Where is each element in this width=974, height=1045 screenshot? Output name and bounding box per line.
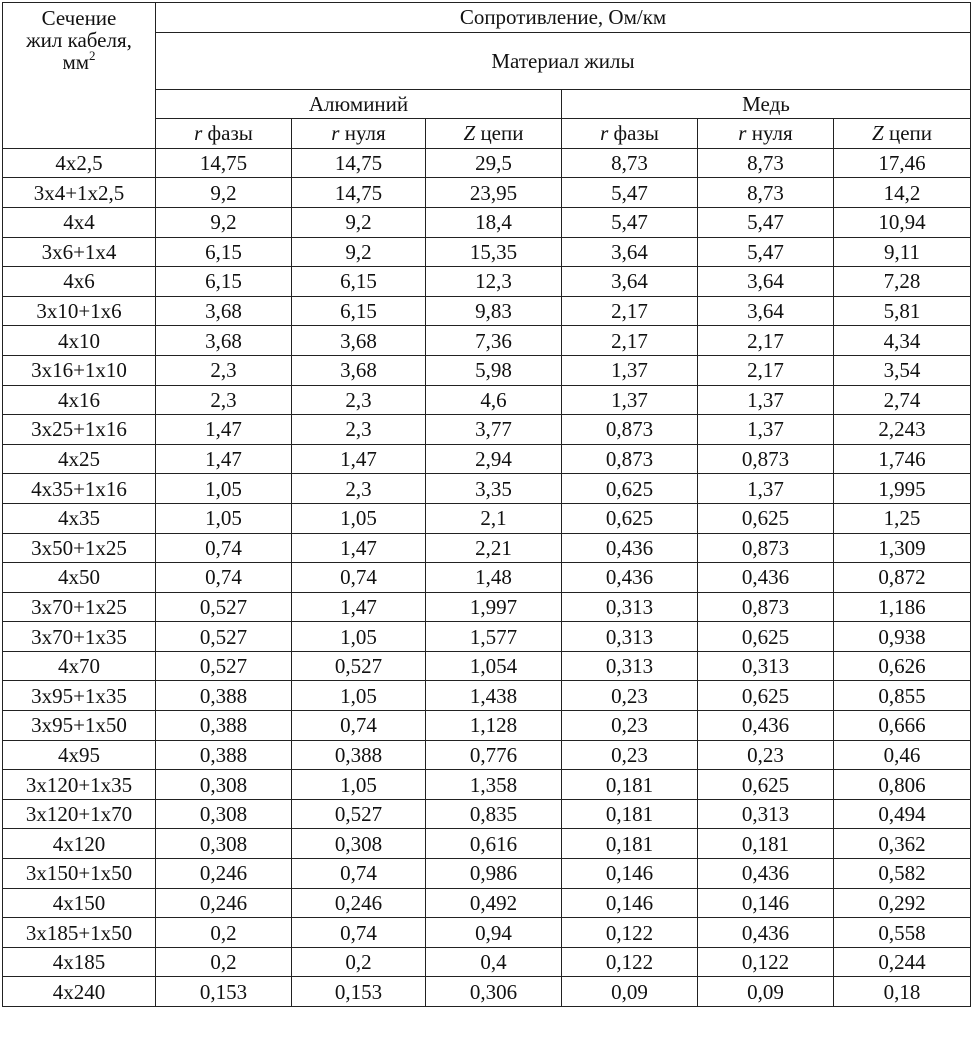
cell-al-z-circuit: 2,21	[426, 533, 562, 563]
section-header	[3, 3, 156, 149]
cell-cu-z-circuit: 9,11	[834, 237, 971, 267]
aluminum-header: Алюминий	[156, 89, 562, 119]
cell-cu-r-neutral: 0,146	[698, 888, 834, 918]
cell-cable-section: 4х25	[3, 444, 156, 474]
table-row	[3, 829, 971, 859]
cell-cu-r-phase: 0,122	[562, 947, 698, 977]
cell-al-z-circuit: 12,3	[426, 267, 562, 297]
cell-cable-section: 4х35+1х16	[3, 474, 156, 504]
cell-al-r-neutral: 9,2	[292, 237, 426, 267]
cell-al-z-circuit: 15,35	[426, 237, 562, 267]
cell-cu-r-neutral: 0,873	[698, 444, 834, 474]
cell-cu-r-phase: 3,64	[562, 267, 698, 297]
table-row	[3, 533, 971, 563]
cell-cable-section: 4х50	[3, 563, 156, 593]
cell-cu-r-phase: 0,313	[562, 592, 698, 622]
col-header-label: цепи	[883, 121, 932, 146]
cell-al-z-circuit: 0,616	[426, 829, 562, 859]
cell-cu-r-phase: 0,436	[562, 563, 698, 593]
cell-cu-z-circuit: 1,746	[834, 444, 971, 474]
cell-al-r-neutral: 0,527	[292, 799, 426, 829]
table-row	[3, 622, 971, 652]
cell-al-z-circuit: 2,1	[426, 503, 562, 533]
table-row	[3, 563, 971, 593]
table-row	[3, 651, 971, 681]
col-header-al-r-neutral	[292, 119, 426, 149]
col-header-symbol: r	[600, 121, 609, 146]
cell-al-r-phase: 0,388	[156, 740, 292, 770]
cell-cable-section: 3х4+1х2,5	[3, 178, 156, 208]
cell-cu-z-circuit: 0,46	[834, 740, 971, 770]
cell-cu-r-neutral: 2,17	[698, 326, 834, 356]
cell-al-r-neutral: 0,246	[292, 888, 426, 918]
cell-al-r-neutral: 9,2	[292, 207, 426, 237]
cell-al-r-phase: 0,308	[156, 829, 292, 859]
table-row	[3, 237, 971, 267]
table-row	[3, 148, 971, 178]
cell-cu-r-neutral: 0,625	[698, 681, 834, 711]
cell-cu-z-circuit: 1,186	[834, 592, 971, 622]
cell-cable-section: 4х4	[3, 207, 156, 237]
col-header-symbol: r	[194, 121, 203, 146]
cell-cu-r-neutral: 0,625	[698, 503, 834, 533]
cell-cu-z-circuit: 0,872	[834, 563, 971, 593]
cell-cable-section: 4х35	[3, 503, 156, 533]
table-row	[3, 888, 971, 918]
cell-al-r-neutral: 1,47	[292, 533, 426, 563]
cell-al-r-neutral: 14,75	[292, 178, 426, 208]
cell-cable-section: 4х120	[3, 829, 156, 859]
col-header-label: цепи	[475, 121, 524, 146]
col-header-al-z-circuit	[426, 119, 562, 149]
cell-cable-section: 3х70+1х25	[3, 592, 156, 622]
cell-al-r-phase: 0,388	[156, 711, 292, 741]
cell-al-z-circuit: 7,36	[426, 326, 562, 356]
table-row	[3, 918, 971, 948]
material-header: Материал жилы	[156, 32, 971, 89]
table-row	[3, 799, 971, 829]
cell-cu-z-circuit: 7,28	[834, 267, 971, 297]
cell-cu-r-phase: 0,23	[562, 740, 698, 770]
cell-cable-section: 3х185+1х50	[3, 918, 156, 948]
cell-cu-z-circuit: 1,309	[834, 533, 971, 563]
cell-cu-r-phase: 0,181	[562, 799, 698, 829]
cell-al-r-phase: 0,308	[156, 770, 292, 800]
cell-cable-section: 4х95	[3, 740, 156, 770]
cell-cable-section: 4х70	[3, 651, 156, 681]
section-header-line1: Сечение	[41, 6, 117, 30]
cell-cu-r-neutral: 8,73	[698, 148, 834, 178]
cell-cable-section: 3х120+1х35	[3, 770, 156, 800]
cell-al-r-neutral: 1,05	[292, 622, 426, 652]
cell-al-r-neutral: 0,74	[292, 859, 426, 889]
cell-al-r-phase: 3,68	[156, 296, 292, 326]
col-header-symbol: r	[331, 121, 340, 146]
col-header-label: фазы	[202, 121, 253, 146]
cell-cu-z-circuit: 2,74	[834, 385, 971, 415]
table-row	[3, 444, 971, 474]
cell-al-z-circuit: 29,5	[426, 148, 562, 178]
cell-cu-r-phase: 0,313	[562, 651, 698, 681]
cell-cu-r-phase: 3,64	[562, 237, 698, 267]
cell-cable-section: 3х6+1х4	[3, 237, 156, 267]
cell-cu-r-neutral: 2,17	[698, 355, 834, 385]
cell-cu-z-circuit: 1,995	[834, 474, 971, 504]
cell-cu-r-neutral: 8,73	[698, 178, 834, 208]
cell-al-r-phase: 0,308	[156, 799, 292, 829]
table-row	[3, 592, 971, 622]
table-row	[3, 355, 971, 385]
cell-cu-z-circuit: 4,34	[834, 326, 971, 356]
cell-cu-r-neutral: 0,122	[698, 947, 834, 977]
cell-cu-z-circuit: 0,292	[834, 888, 971, 918]
table-row	[3, 207, 971, 237]
cell-cu-r-phase: 0,122	[562, 918, 698, 948]
section-header-unit-sup: 2	[89, 48, 96, 63]
cell-al-r-phase: 0,388	[156, 681, 292, 711]
col-header-label: фазы	[608, 121, 659, 146]
cell-al-z-circuit: 0,776	[426, 740, 562, 770]
cell-cu-r-phase: 0,23	[562, 681, 698, 711]
cell-al-r-neutral: 1,05	[292, 503, 426, 533]
cell-al-r-neutral: 1,05	[292, 681, 426, 711]
cell-cu-z-circuit: 3,54	[834, 355, 971, 385]
cell-al-r-phase: 14,75	[156, 148, 292, 178]
cell-cu-z-circuit: 0,626	[834, 651, 971, 681]
table-row	[3, 385, 971, 415]
cell-al-r-phase: 0,2	[156, 918, 292, 948]
cell-cu-r-neutral: 0,09	[698, 977, 834, 1007]
cell-al-r-neutral: 1,05	[292, 770, 426, 800]
cell-cu-r-neutral: 0,313	[698, 799, 834, 829]
cell-cable-section: 3х150+1х50	[3, 859, 156, 889]
cell-cu-r-phase: 0,146	[562, 859, 698, 889]
cell-cu-r-phase: 0,181	[562, 770, 698, 800]
cell-cu-r-neutral: 0,23	[698, 740, 834, 770]
cell-cable-section: 4х185	[3, 947, 156, 977]
cell-al-z-circuit: 0,492	[426, 888, 562, 918]
cell-cu-r-neutral: 0,873	[698, 592, 834, 622]
table-row	[3, 415, 971, 445]
cell-cu-r-neutral: 0,436	[698, 563, 834, 593]
cell-al-r-neutral: 0,388	[292, 740, 426, 770]
cell-cu-r-phase: 0,625	[562, 503, 698, 533]
cell-al-z-circuit: 1,128	[426, 711, 562, 741]
cell-al-r-neutral: 0,2	[292, 947, 426, 977]
cell-al-r-phase: 0,153	[156, 977, 292, 1007]
cell-al-z-circuit: 2,94	[426, 444, 562, 474]
cell-al-r-phase: 3,68	[156, 326, 292, 356]
cell-al-r-phase: 1,05	[156, 503, 292, 533]
cell-cable-section: 4х2,5	[3, 148, 156, 178]
table-row	[3, 503, 971, 533]
table-row	[3, 859, 971, 889]
cell-al-r-neutral: 2,3	[292, 385, 426, 415]
cell-cu-r-phase: 0,23	[562, 711, 698, 741]
resistance-table	[2, 2, 971, 1007]
table-row	[3, 977, 971, 1007]
cell-cu-z-circuit: 0,244	[834, 947, 971, 977]
cell-cu-r-neutral: 0,436	[698, 711, 834, 741]
table-row	[3, 681, 971, 711]
cell-al-r-neutral: 0,74	[292, 563, 426, 593]
cell-cu-r-neutral: 0,181	[698, 829, 834, 859]
cell-cu-z-circuit: 0,582	[834, 859, 971, 889]
cell-al-r-neutral: 1,47	[292, 444, 426, 474]
cell-cable-section: 3х95+1х35	[3, 681, 156, 711]
resistance-header: Сопротивление, Ом/км	[156, 3, 971, 33]
cell-al-r-phase: 0,246	[156, 859, 292, 889]
cell-cu-r-phase: 0,09	[562, 977, 698, 1007]
cell-cu-r-neutral: 1,37	[698, 385, 834, 415]
cell-al-z-circuit: 0,4	[426, 947, 562, 977]
cell-cu-z-circuit: 0,806	[834, 770, 971, 800]
cell-cable-section: 3х95+1х50	[3, 711, 156, 741]
cell-cu-z-circuit: 0,494	[834, 799, 971, 829]
cell-al-r-phase: 0,2	[156, 947, 292, 977]
cell-al-z-circuit: 1,577	[426, 622, 562, 652]
cell-cu-r-phase: 0,625	[562, 474, 698, 504]
cell-al-r-neutral: 2,3	[292, 415, 426, 445]
cell-cable-section: 3х10+1х6	[3, 296, 156, 326]
cell-al-z-circuit: 4,6	[426, 385, 562, 415]
cell-cu-r-neutral: 0,625	[698, 622, 834, 652]
section-header-line2: жил кабеля,	[26, 28, 132, 52]
cell-al-z-circuit: 1,054	[426, 651, 562, 681]
cell-cu-z-circuit: 2,243	[834, 415, 971, 445]
cell-cu-z-circuit: 0,558	[834, 918, 971, 948]
cell-cu-r-phase: 0,181	[562, 829, 698, 859]
cell-cu-r-phase: 5,47	[562, 207, 698, 237]
col-header-symbol: Z	[872, 121, 884, 146]
cell-al-z-circuit: 3,77	[426, 415, 562, 445]
cell-cable-section: 4х150	[3, 888, 156, 918]
cell-cu-z-circuit: 0,938	[834, 622, 971, 652]
cell-al-r-phase: 0,74	[156, 533, 292, 563]
cell-cu-r-neutral: 5,47	[698, 237, 834, 267]
cell-cu-r-neutral: 3,64	[698, 296, 834, 326]
cell-cu-z-circuit: 5,81	[834, 296, 971, 326]
cell-cable-section: 4х16	[3, 385, 156, 415]
cell-cu-z-circuit: 0,362	[834, 829, 971, 859]
table-row	[3, 178, 971, 208]
cell-al-z-circuit: 3,35	[426, 474, 562, 504]
cell-al-z-circuit: 1,997	[426, 592, 562, 622]
col-header-label: нуля	[746, 121, 793, 146]
cell-cu-r-phase: 0,313	[562, 622, 698, 652]
cell-cu-r-phase: 2,17	[562, 296, 698, 326]
cell-al-r-neutral: 0,74	[292, 918, 426, 948]
cell-cu-r-neutral: 0,625	[698, 770, 834, 800]
cell-al-r-neutral: 0,308	[292, 829, 426, 859]
cell-cu-r-phase: 1,37	[562, 355, 698, 385]
cell-al-z-circuit: 0,94	[426, 918, 562, 948]
cell-cu-r-neutral: 5,47	[698, 207, 834, 237]
cell-al-r-neutral: 0,527	[292, 651, 426, 681]
cell-cable-section: 3х25+1х16	[3, 415, 156, 445]
cell-al-r-phase: 6,15	[156, 267, 292, 297]
table-row	[3, 770, 971, 800]
cell-cu-r-phase: 8,73	[562, 148, 698, 178]
cell-cu-r-phase: 1,37	[562, 385, 698, 415]
col-header-cu-r-phase	[562, 119, 698, 149]
cell-al-z-circuit: 0,835	[426, 799, 562, 829]
cell-al-r-phase: 9,2	[156, 207, 292, 237]
cell-al-r-neutral: 1,47	[292, 592, 426, 622]
cell-al-r-neutral: 2,3	[292, 474, 426, 504]
col-header-symbol: Z	[463, 121, 476, 146]
copper-header: Медь	[562, 89, 971, 119]
cell-al-r-phase: 1,05	[156, 474, 292, 504]
table-row	[3, 474, 971, 504]
cell-cu-r-phase: 0,436	[562, 533, 698, 563]
cell-al-r-neutral: 3,68	[292, 355, 426, 385]
table-row	[3, 296, 971, 326]
cell-al-z-circuit: 0,986	[426, 859, 562, 889]
cell-cu-z-circuit: 0,855	[834, 681, 971, 711]
cell-al-r-neutral: 0,153	[292, 977, 426, 1007]
table-row	[3, 267, 971, 297]
cell-cu-r-neutral: 1,37	[698, 474, 834, 504]
cell-cable-section: 4х240	[3, 977, 156, 1007]
cell-cu-z-circuit: 1,25	[834, 503, 971, 533]
cell-cu-z-circuit: 0,18	[834, 977, 971, 1007]
cell-cable-section: 3х16+1х10	[3, 355, 156, 385]
cell-al-z-circuit: 1,48	[426, 563, 562, 593]
cell-al-z-circuit: 23,95	[426, 178, 562, 208]
cell-al-r-neutral: 3,68	[292, 326, 426, 356]
cell-cu-r-phase: 5,47	[562, 178, 698, 208]
cell-cu-r-phase: 0,146	[562, 888, 698, 918]
col-header-al-r-phase	[156, 119, 292, 149]
cell-al-r-neutral: 6,15	[292, 296, 426, 326]
cell-cable-section: 3х70+1х35	[3, 622, 156, 652]
col-header-cu-r-neutral	[698, 119, 834, 149]
cell-cu-r-neutral: 0,436	[698, 859, 834, 889]
cell-cable-section: 4х10	[3, 326, 156, 356]
cell-al-r-phase: 0,527	[156, 622, 292, 652]
cell-al-z-circuit: 0,306	[426, 977, 562, 1007]
cell-cu-z-circuit: 14,2	[834, 178, 971, 208]
cell-cu-r-neutral: 0,873	[698, 533, 834, 563]
table-body	[3, 148, 971, 1006]
cell-al-z-circuit: 18,4	[426, 207, 562, 237]
cell-al-r-phase: 9,2	[156, 178, 292, 208]
cell-al-z-circuit: 9,83	[426, 296, 562, 326]
table-row	[3, 740, 971, 770]
cell-al-r-phase: 0,246	[156, 888, 292, 918]
cell-cable-section: 4х6	[3, 267, 156, 297]
cell-cu-r-neutral: 0,313	[698, 651, 834, 681]
table-row	[3, 711, 971, 741]
cell-cu-r-neutral: 1,37	[698, 415, 834, 445]
cell-al-r-neutral: 0,74	[292, 711, 426, 741]
table-row	[3, 326, 971, 356]
cell-cu-r-phase: 0,873	[562, 444, 698, 474]
cell-cu-r-phase: 0,873	[562, 415, 698, 445]
cell-al-r-phase: 2,3	[156, 355, 292, 385]
cell-cu-z-circuit: 10,94	[834, 207, 971, 237]
cell-al-r-phase: 0,527	[156, 592, 292, 622]
col-header-label: нуля	[339, 121, 386, 146]
cell-cu-r-phase: 2,17	[562, 326, 698, 356]
table-row	[3, 947, 971, 977]
cell-cu-z-circuit: 17,46	[834, 148, 971, 178]
cell-al-r-neutral: 6,15	[292, 267, 426, 297]
col-header-cu-z-circuit	[834, 119, 971, 149]
cell-al-z-circuit: 1,438	[426, 681, 562, 711]
cell-al-z-circuit: 5,98	[426, 355, 562, 385]
cell-cable-section: 3х120+1х70	[3, 799, 156, 829]
cell-al-r-phase: 1,47	[156, 444, 292, 474]
cell-al-r-phase: 1,47	[156, 415, 292, 445]
col-header-symbol: r	[738, 121, 747, 146]
cell-al-r-phase: 6,15	[156, 237, 292, 267]
cell-cu-r-neutral: 0,436	[698, 918, 834, 948]
cell-cu-z-circuit: 0,666	[834, 711, 971, 741]
cell-al-z-circuit: 1,358	[426, 770, 562, 800]
section-header-unit: мм	[62, 50, 90, 74]
cell-al-r-neutral: 14,75	[292, 148, 426, 178]
cell-al-r-phase: 0,74	[156, 563, 292, 593]
cell-al-r-phase: 0,527	[156, 651, 292, 681]
cell-cu-r-neutral: 3,64	[698, 267, 834, 297]
cell-al-r-phase: 2,3	[156, 385, 292, 415]
cell-cable-section: 3х50+1х25	[3, 533, 156, 563]
